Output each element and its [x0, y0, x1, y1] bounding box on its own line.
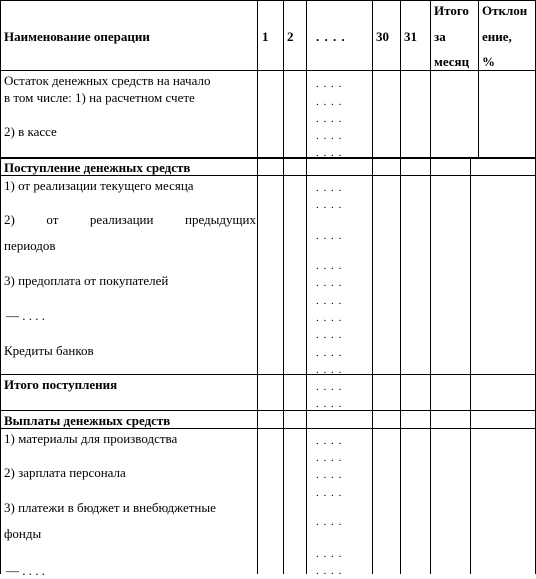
ellipsis-cell: . . . . — [316, 147, 343, 159]
ellipsis-cell: . . . . — [316, 435, 343, 447]
row-current-sales: 1) от реализации текущего месяца — [4, 178, 194, 193]
ellipsis-cell: . . . . — [316, 96, 343, 108]
row-budget-payments: 3) платежи в бюджет и внебюджетные — [4, 500, 216, 515]
section-payments-heading: Выплаты денежных средств — [4, 413, 171, 428]
ellipsis-cell: . . . . — [316, 113, 343, 125]
row-opening-balance: Остаток денежных средств на начало — [4, 73, 211, 88]
ellipsis-cell: . . . . — [316, 260, 343, 272]
ellipsis-cell: . . . . — [316, 312, 343, 324]
header-deviation-line2: ение, — [482, 29, 512, 44]
ellipsis-cell: . . . . — [316, 452, 343, 464]
header-day-2: 2 — [287, 29, 294, 44]
header-day-30: 30 — [376, 29, 389, 44]
ellipsis-cell: . . . . — [316, 182, 343, 194]
row-prev-sales-word-1: 2) — [4, 212, 15, 227]
row-including-account: в том числе: 1) на расчетном счете — [4, 90, 195, 105]
header-day-31: 31 — [404, 29, 417, 44]
row-prev-sales-word-4: предыдущих — [185, 212, 256, 227]
header-deviation-line3: % — [482, 54, 495, 69]
row-other-receipts: — . . . . — [6, 308, 45, 323]
header-ellipsis: . . . . — [316, 29, 346, 44]
ellipsis-cell: . . . . — [316, 295, 343, 307]
row-prev-sales-word-2: от — [46, 212, 59, 227]
header-deviation-line1: Отклон — [482, 3, 528, 18]
row-salary: 2) зарплата персонала — [4, 465, 126, 480]
row-materials: 1) материалы для производства — [4, 431, 178, 446]
ellipsis-cell: . . . . — [316, 199, 343, 211]
ellipsis-cell: . . . . — [316, 277, 343, 289]
header-total-line1: Итого — [434, 3, 469, 18]
ellipsis-cell: . . . . — [316, 516, 343, 528]
header-total-line3: месяц — [434, 54, 470, 69]
ellipsis-cell: . . . . — [316, 548, 343, 560]
row-budget-payments-cont: фонды — [4, 526, 42, 541]
header-operation: Наименование операции — [4, 29, 150, 44]
row-other-payments: — . . . . — [6, 563, 45, 578]
ellipsis-cell: . . . . — [316, 398, 343, 410]
row-bank-loans: Кредиты банков — [4, 343, 94, 358]
ellipsis-cell: . . . . — [316, 487, 343, 499]
ellipsis-cell: . . . . — [316, 230, 343, 242]
row-total-receipts: Итого поступления — [4, 377, 118, 392]
row-prev-sales-cont: периодов — [4, 238, 56, 253]
header-total-line2: за — [434, 29, 446, 44]
ellipsis-cell: . . . . — [316, 381, 343, 393]
ellipsis-cell: . . . . — [316, 469, 343, 481]
ellipsis-cell: . . . . — [316, 364, 343, 376]
row-in-cash: 2) в кассе — [4, 124, 57, 139]
header-day-1: 1 — [262, 29, 269, 44]
ellipsis-cell: . . . . — [316, 78, 343, 90]
ellipsis-cell: . . . . — [316, 329, 343, 341]
row-prepayment: 3) предоплата от покупателей — [4, 273, 169, 288]
row-prev-sales-word-3: реализации — [89, 212, 154, 227]
ellipsis-cell: . . . . — [316, 347, 343, 359]
ellipsis-cell: . . . . — [316, 565, 343, 577]
ellipsis-cell: . . . . — [316, 130, 343, 142]
section-receipts-heading: Поступление денежных средств — [4, 160, 191, 175]
row-prev-sales — [4, 211, 256, 228]
